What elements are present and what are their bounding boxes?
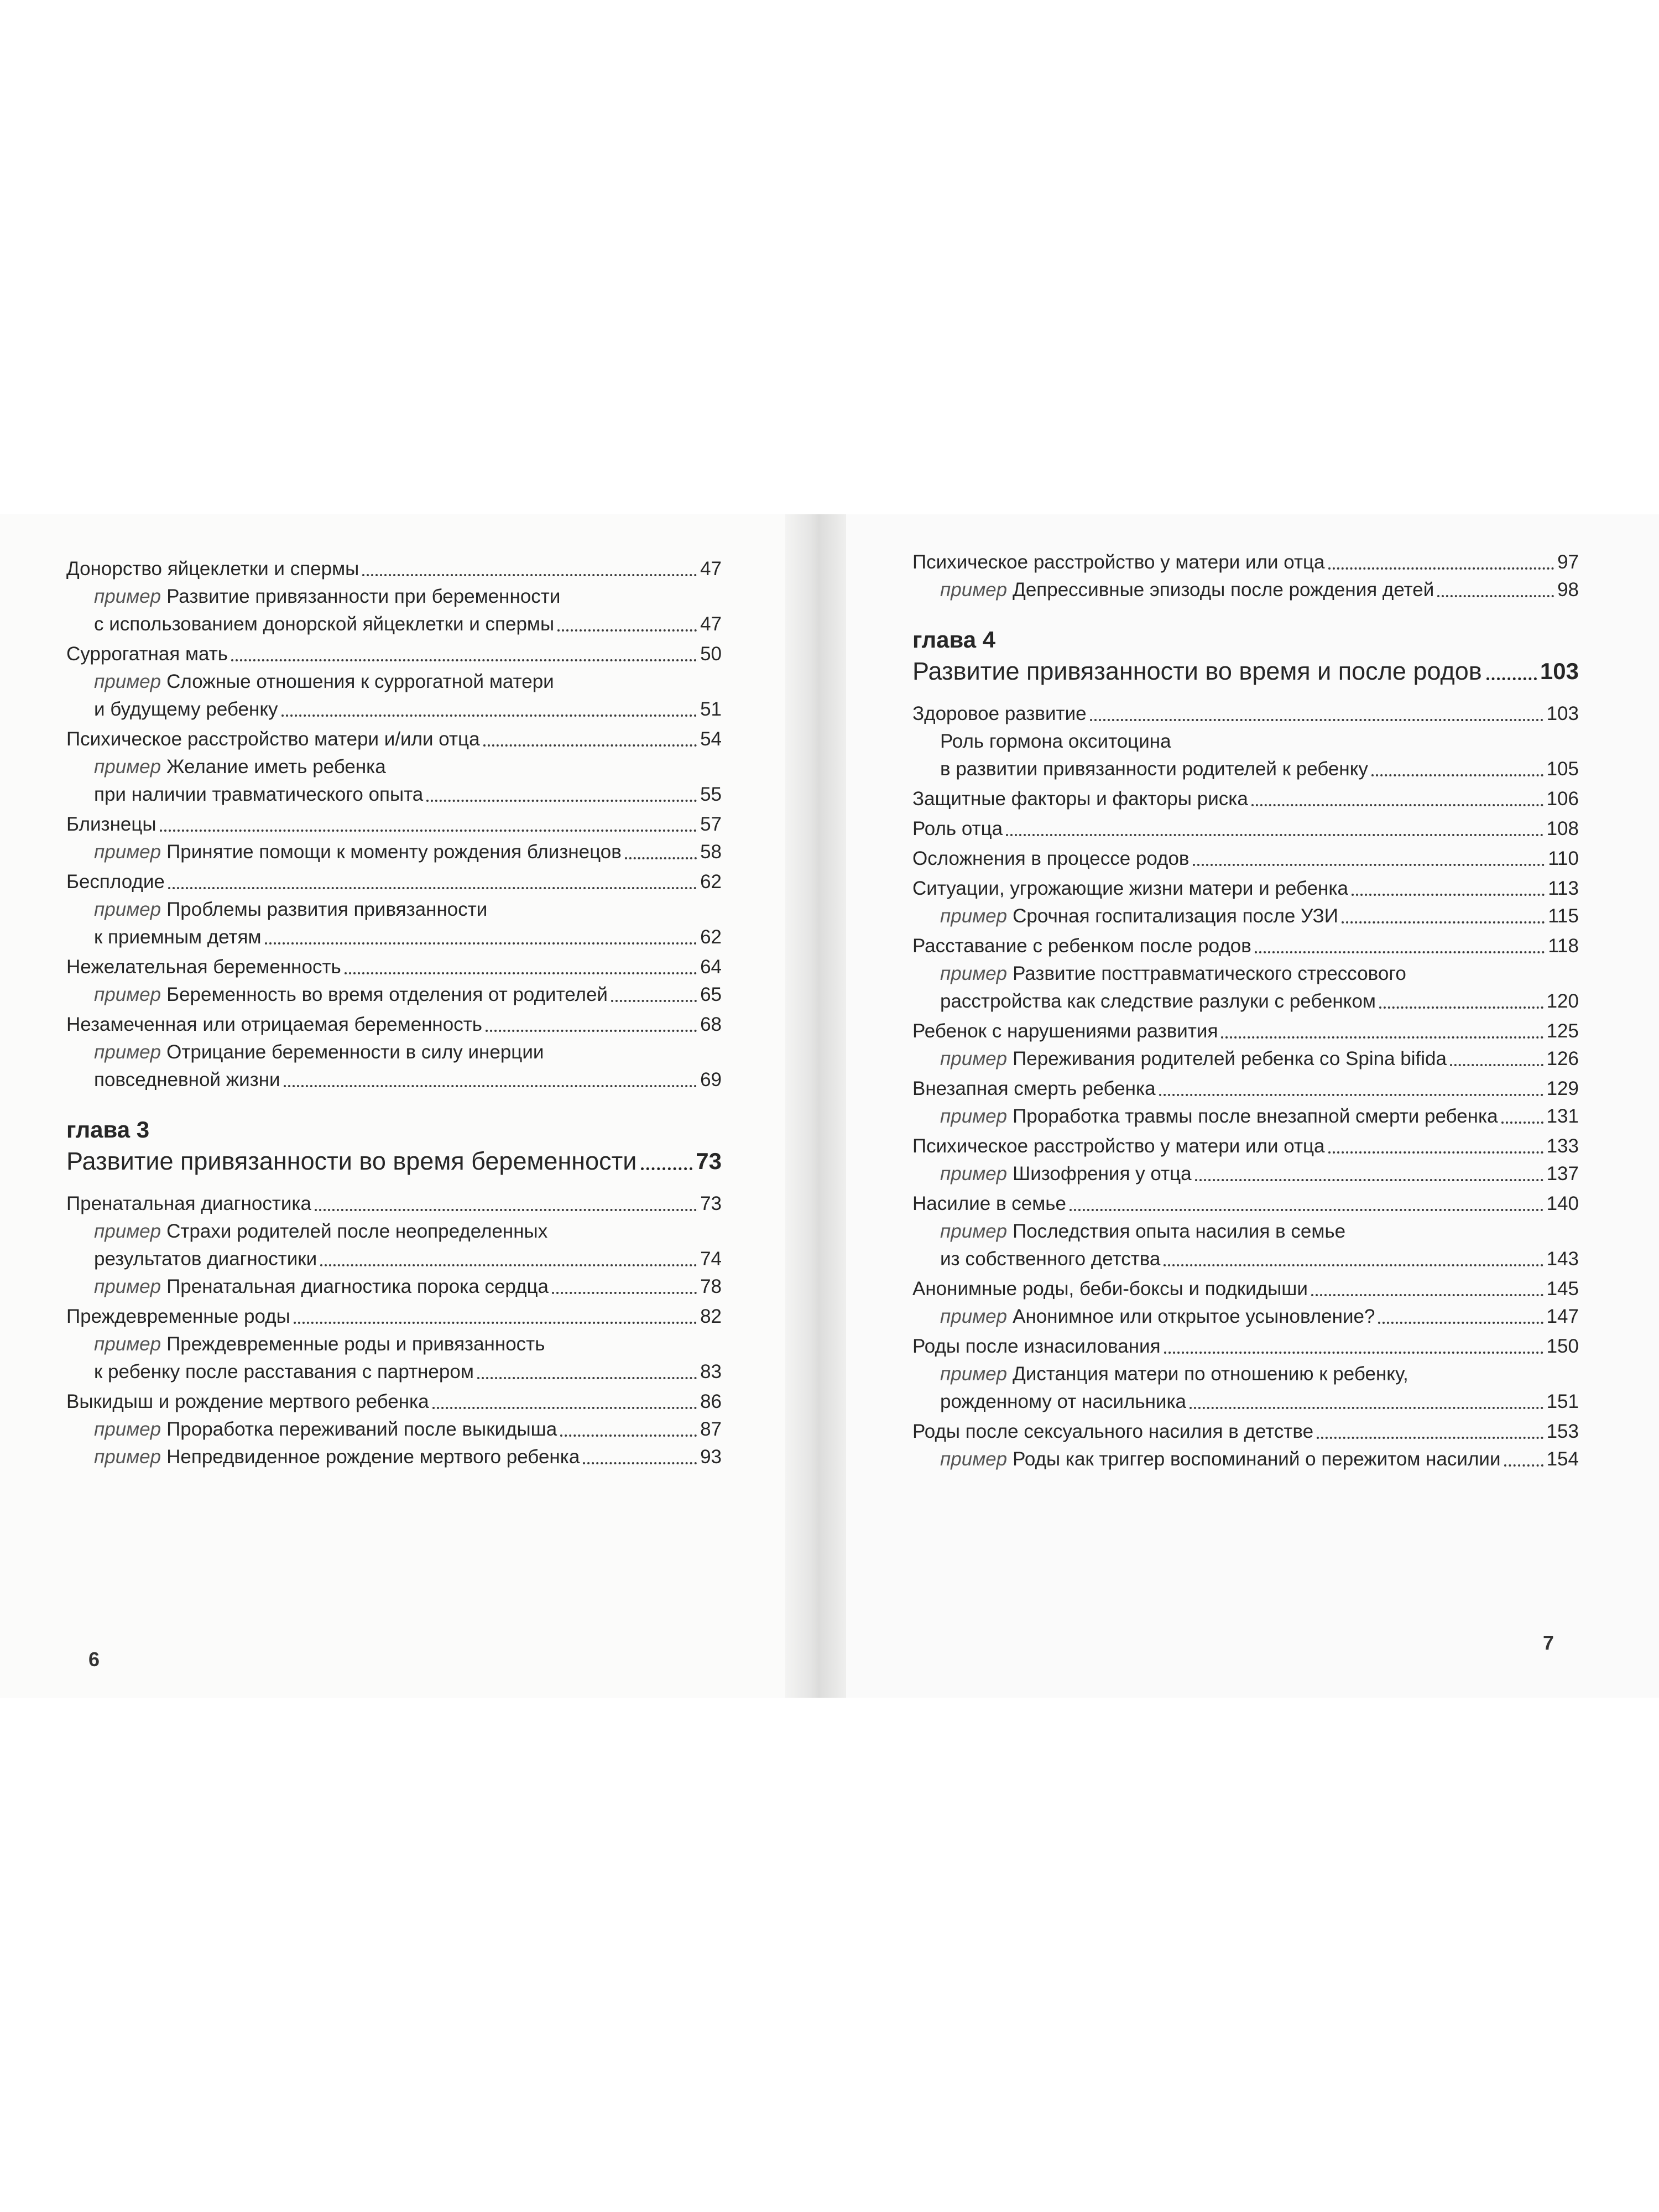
dot-leader xyxy=(1164,1264,1543,1266)
chapter-3-page: 73 xyxy=(696,1148,722,1174)
example-label: пример xyxy=(940,905,1008,927)
toc-entry[interactable] xyxy=(66,1303,722,1331)
toc-subentry[interactable] xyxy=(912,1103,1579,1130)
page-number: 153 xyxy=(1546,1421,1579,1442)
page-number: 51 xyxy=(700,698,722,720)
dot-leader xyxy=(611,1000,697,1002)
entry-title: Страхи родителей после неопределенных xyxy=(166,1220,548,1242)
toc-subentry[interactable] xyxy=(66,1218,722,1273)
page-number: 65 xyxy=(700,984,722,1005)
entry-title: Дистанция матери по отношению к ребенку, xyxy=(1013,1363,1408,1385)
dot-leader xyxy=(1006,834,1543,836)
page-number: 74 xyxy=(700,1248,722,1270)
toc-subentry[interactable] xyxy=(912,1360,1579,1416)
page-number: 55 xyxy=(700,784,722,805)
page-number: 47 xyxy=(700,613,722,635)
toc-entry[interactable] xyxy=(66,811,722,838)
book-gutter-shadow xyxy=(785,514,846,1698)
entry-title: Проблемы развития привязанности xyxy=(166,899,488,920)
toc-subentry[interactable] xyxy=(912,1160,1579,1188)
entry-title: Здоровое развитие xyxy=(912,703,1087,724)
entry-title-continued: при наличии травматического опыта xyxy=(94,784,424,805)
entry-title: Роды после сексуального насилия в детстве xyxy=(912,1421,1314,1442)
entry-title: Незамеченная или отрицаемая беременность xyxy=(66,1014,482,1035)
dot-leader xyxy=(1164,1352,1543,1354)
page-number: 47 xyxy=(700,558,722,580)
entry-title: Шизофрения у отца xyxy=(1013,1163,1192,1185)
entry-title-continued: с использованием донорской яйцеклетки и спермы xyxy=(94,613,555,635)
page-number: 93 xyxy=(700,1446,722,1468)
dot-leader xyxy=(1221,1036,1543,1039)
toc-entry[interactable] xyxy=(912,1133,1579,1160)
right-page-number: 7 xyxy=(1543,1631,1554,1654)
dot-leader xyxy=(1317,1437,1543,1439)
entry-title: Роды как триггер воспоминаний о пережитом насилии xyxy=(1013,1448,1501,1470)
example-label: пример xyxy=(94,586,161,607)
dot-leader xyxy=(1193,864,1545,866)
page-number: 69 xyxy=(700,1069,722,1091)
entry-title: Психическое расстройство матери и/или отца xyxy=(66,728,480,750)
entry-title: Анонимное или открытое усыновление? xyxy=(1013,1306,1375,1327)
toc-entry[interactable] xyxy=(912,845,1579,873)
page-number: 105 xyxy=(1546,758,1579,780)
page-number: 50 xyxy=(700,643,722,665)
example-label: пример xyxy=(940,1048,1008,1070)
entry-title-continued: результатов диагностики xyxy=(94,1248,317,1270)
page-number: 58 xyxy=(700,841,722,863)
dot-leader xyxy=(557,629,697,632)
page-number: 126 xyxy=(1546,1048,1579,1070)
entry-title: Психическое расстройство у матери или отца xyxy=(912,551,1325,573)
entry-title: Сложные отношения к суррогатной матери xyxy=(166,671,554,692)
page-number: 133 xyxy=(1546,1135,1579,1157)
dot-leader xyxy=(625,857,697,859)
toc-entry[interactable] xyxy=(912,1075,1579,1103)
entry-title: Беременность во время отделения от родителей xyxy=(166,984,608,1005)
toc-entry[interactable] xyxy=(912,785,1579,813)
entry-title: Донорство яйцеклетки и спермы xyxy=(66,558,359,580)
dot-leader xyxy=(552,1292,697,1294)
entry-title: Пренатальная диагностика порока сердца xyxy=(166,1276,549,1297)
dot-leader xyxy=(477,1377,697,1379)
toc-entry[interactable] xyxy=(912,1333,1579,1360)
toc-subentry[interactable] xyxy=(66,981,722,1009)
toc-entry[interactable] xyxy=(66,726,722,753)
page-number: 147 xyxy=(1546,1306,1579,1327)
chapter-4-label: глава 4 xyxy=(912,627,996,653)
entry-title: Ребенок с нарушениями развития xyxy=(912,1020,1218,1042)
example-label: пример xyxy=(94,1333,161,1355)
right-entries-top xyxy=(912,549,1579,604)
page-number: 140 xyxy=(1546,1193,1579,1214)
example-label: пример xyxy=(94,984,161,1005)
example-label: пример xyxy=(94,756,161,778)
toc-subentry[interactable] xyxy=(912,1218,1579,1273)
example-label: пример xyxy=(94,1276,161,1297)
example-label: пример xyxy=(940,963,1008,984)
entry-title-continued: расстройства как следствие разлуки с ребенком xyxy=(940,990,1376,1012)
page-number: 125 xyxy=(1546,1020,1579,1042)
entry-title: Выкидыш и рождение мертвого ребенка xyxy=(66,1391,429,1412)
example-label: пример xyxy=(940,579,1008,601)
chapter-4-title: Развитие привязанности во время и после родов xyxy=(912,657,1482,685)
dot-leader xyxy=(345,972,697,974)
toc-subentry[interactable] xyxy=(66,583,722,638)
toc-subentry[interactable] xyxy=(66,668,722,723)
dot-leader xyxy=(1379,1006,1543,1009)
toc-entry[interactable] xyxy=(912,1190,1579,1218)
entry-title: Насилие в семье xyxy=(912,1193,1067,1214)
page-number: 137 xyxy=(1546,1163,1579,1185)
dot-leader xyxy=(1311,1294,1543,1296)
entry-title: Проработка переживаний после выкидыша xyxy=(166,1418,557,1440)
page-number: 62 xyxy=(700,926,722,948)
dot-leader xyxy=(1504,1464,1543,1467)
right-toc xyxy=(912,546,1579,1473)
entry-title: Непредвиденное рождение мертвого ребенка xyxy=(166,1446,580,1468)
toc-subentry[interactable] xyxy=(66,1039,722,1094)
page-number: 98 xyxy=(1557,579,1579,601)
toc-entry[interactable] xyxy=(912,1418,1579,1446)
toc-entry[interactable] xyxy=(66,640,722,668)
dot-leader xyxy=(1450,1064,1543,1066)
page-number: 78 xyxy=(700,1276,722,1297)
page-number: 113 xyxy=(1548,878,1579,899)
dot-leader xyxy=(160,830,697,832)
toc-entry[interactable] xyxy=(912,932,1579,960)
entry-title: Нежелательная беременность xyxy=(66,956,341,978)
page-number: 143 xyxy=(1546,1248,1579,1270)
dot-leader xyxy=(168,887,697,889)
chapter-3-heading[interactable] xyxy=(66,1144,722,1179)
page-number: 118 xyxy=(1548,935,1579,957)
toc-subentry[interactable] xyxy=(66,753,722,808)
dot-leader xyxy=(426,800,697,802)
toc-subentry[interactable] xyxy=(912,902,1579,930)
entry-title-continued: в развитии привязанности родителей к ребенку xyxy=(940,758,1368,780)
toc-subentry[interactable] xyxy=(66,1416,722,1443)
dot-leader xyxy=(486,1030,697,1032)
toc-subentry[interactable] xyxy=(66,896,722,951)
entry-title: Близнецы xyxy=(66,813,156,835)
toc-entry[interactable] xyxy=(912,1018,1579,1045)
dot-leader xyxy=(265,942,697,945)
toc-entry[interactable] xyxy=(66,1388,722,1416)
entry-title: Осложнения в процессе родов xyxy=(912,848,1190,869)
toc-subentry[interactable] xyxy=(912,960,1579,1015)
page-number: 62 xyxy=(700,871,722,893)
entry-title: Отрицание беременности в силу инерции xyxy=(166,1041,544,1063)
example-label: пример xyxy=(940,1306,1008,1327)
chapter-4-page: 103 xyxy=(1540,658,1579,684)
page-number: 154 xyxy=(1546,1448,1579,1470)
toc-subentry[interactable] xyxy=(66,1331,722,1386)
entry-title-continued: повседневной жизни xyxy=(94,1069,280,1091)
dot-leader xyxy=(1090,719,1543,721)
dot-leader xyxy=(1190,1407,1543,1409)
entry-title: Депрессивные эпизоды после рождения детей xyxy=(1013,579,1434,601)
entry-title: Ситуации, угрожающие жизни матери и ребенка xyxy=(912,878,1348,899)
example-label: пример xyxy=(94,899,161,920)
dot-leader xyxy=(1437,595,1554,597)
example-label: пример xyxy=(940,1105,1008,1127)
toc-entry[interactable] xyxy=(66,868,722,896)
example-label: пример xyxy=(940,1163,1008,1185)
dot-leader xyxy=(641,1167,692,1170)
entry-title: Последствия опыта насилия в семье xyxy=(1013,1220,1346,1242)
entry-title: Преждевременные роды xyxy=(66,1306,290,1327)
dot-leader xyxy=(1378,1322,1543,1324)
page-number: 73 xyxy=(700,1193,722,1214)
entry-title: Психическое расстройство у матери или отца xyxy=(912,1135,1325,1157)
example-label: пример xyxy=(94,1041,161,1063)
left-page-number: 6 xyxy=(88,1648,100,1671)
toc-entry[interactable] xyxy=(66,1011,722,1039)
page-number: 120 xyxy=(1546,990,1579,1012)
toc-entry[interactable] xyxy=(66,555,722,583)
example-label: пример xyxy=(940,1363,1008,1385)
page-number: 86 xyxy=(700,1391,722,1412)
entry-title-continued: рожденному от насильника xyxy=(940,1391,1187,1412)
entry-title: Суррогатная мать xyxy=(66,643,228,665)
entry-title: Проработка травмы после внезапной смерти ребенка xyxy=(1013,1105,1498,1127)
entry-title-continued: к приемным детям xyxy=(94,926,262,948)
dot-leader xyxy=(362,574,697,576)
entry-title: Анонимные роды, беби-боксы и подкидыши xyxy=(912,1278,1308,1300)
toc-subentry[interactable] xyxy=(912,1045,1579,1073)
page-number: 110 xyxy=(1548,848,1579,869)
toc-entry[interactable] xyxy=(912,549,1579,576)
example-label: пример xyxy=(94,1446,161,1468)
dot-leader xyxy=(1342,921,1545,924)
entry-title: Внезапная смерть ребенка xyxy=(912,1078,1156,1099)
example-label: пример xyxy=(94,1418,161,1440)
dot-leader xyxy=(1352,894,1545,896)
chapter-3-label: глава 3 xyxy=(66,1117,150,1142)
toc-entry[interactable] xyxy=(66,1190,722,1218)
example-label: пример xyxy=(940,1220,1008,1242)
entry-title-continued: к ребенку после расставания с партнером xyxy=(94,1361,474,1383)
page-number: 145 xyxy=(1546,1278,1579,1300)
toc-entry[interactable] xyxy=(912,875,1579,902)
entry-title: Роды после изнасилования xyxy=(912,1335,1161,1357)
dot-leader xyxy=(1195,1179,1543,1181)
page-number: 57 xyxy=(700,813,722,835)
left-entries-top xyxy=(66,555,722,1094)
page-number: 108 xyxy=(1546,818,1579,839)
example-label: пример xyxy=(940,1448,1008,1470)
dot-leader xyxy=(1255,951,1545,953)
page-number: 87 xyxy=(700,1418,722,1440)
dot-leader xyxy=(281,714,697,717)
toc-entry[interactable] xyxy=(66,953,722,981)
toc-entry[interactable] xyxy=(912,1275,1579,1303)
page-number: 97 xyxy=(1557,551,1579,573)
entry-title: Срочная госпитализация после УЗИ xyxy=(1013,905,1338,927)
page-number: 150 xyxy=(1546,1335,1579,1357)
dot-leader xyxy=(1328,567,1554,570)
example-label: пример xyxy=(94,841,161,863)
dot-leader xyxy=(1070,1209,1543,1211)
entry-title: Принятие помощи к моменту рождения близнецов xyxy=(166,841,622,863)
toc-entry[interactable] xyxy=(912,815,1579,843)
dot-leader xyxy=(1501,1121,1543,1124)
dot-leader xyxy=(1159,1094,1543,1096)
entry-title: Расставание с ребенком после родов xyxy=(912,935,1251,957)
page-number: 83 xyxy=(700,1361,722,1383)
toc-subentry[interactable] xyxy=(912,728,1579,783)
toc-subentry[interactable] xyxy=(66,1443,722,1471)
entry-title: Роль гормона окситоцина xyxy=(940,731,1171,752)
page-number: 129 xyxy=(1546,1078,1579,1099)
entry-title-continued: из собственного детства xyxy=(940,1248,1161,1270)
page-number: 131 xyxy=(1546,1105,1579,1127)
page-number: 82 xyxy=(700,1306,722,1327)
page-number: 64 xyxy=(700,956,722,978)
page-number: 54 xyxy=(700,728,722,750)
entry-title-continued: и будущему ребенку xyxy=(94,698,278,720)
dot-leader xyxy=(294,1322,697,1324)
page-number: 103 xyxy=(1546,703,1579,724)
left-toc xyxy=(66,553,722,1471)
dot-leader xyxy=(583,1462,697,1464)
chapter-4-heading[interactable] xyxy=(912,654,1579,689)
entry-title: Переживания родителей ребенка со Spina bifida xyxy=(1013,1048,1447,1070)
page-number: 151 xyxy=(1546,1391,1579,1412)
entry-title: Развитие посттравматического стрессового xyxy=(1013,963,1406,984)
entry-title: Роль отца xyxy=(912,818,1003,839)
dot-leader xyxy=(1251,804,1543,806)
dot-leader xyxy=(1328,1151,1543,1154)
page-number: 115 xyxy=(1548,905,1579,927)
toc-subentry[interactable] xyxy=(66,838,722,866)
dot-leader xyxy=(284,1085,697,1087)
toc-subentry[interactable] xyxy=(912,1303,1579,1331)
dot-leader xyxy=(1486,677,1537,680)
dot-leader xyxy=(231,659,697,661)
example-label: пример xyxy=(94,671,161,692)
toc-subentry[interactable] xyxy=(912,1446,1579,1473)
entry-title: Защитные факторы и факторы риска xyxy=(912,788,1248,810)
entry-title: Преждевременные роды и привязанность xyxy=(166,1333,545,1355)
toc-subentry[interactable] xyxy=(912,576,1579,604)
dot-leader xyxy=(432,1407,697,1409)
page-number: 106 xyxy=(1546,788,1579,810)
left-entries-bottom xyxy=(66,1190,722,1471)
dot-leader xyxy=(483,744,697,747)
example-label: пример xyxy=(94,1220,161,1242)
entry-title: Развитие привязанности при беременности xyxy=(166,586,561,607)
right-entries-bottom xyxy=(912,700,1579,1473)
page-number: 68 xyxy=(700,1014,722,1035)
dot-leader xyxy=(320,1264,697,1266)
dot-leader xyxy=(1371,774,1543,776)
entry-title: Желание иметь ребенка xyxy=(166,756,386,778)
entry-title: Пренатальная диагностика xyxy=(66,1193,311,1214)
chapter-3-title: Развитие привязанности во время беременности xyxy=(66,1147,637,1175)
toc-entry[interactable] xyxy=(912,700,1579,728)
toc-subentry[interactable] xyxy=(66,1273,722,1301)
dot-leader xyxy=(315,1209,697,1211)
dot-leader xyxy=(560,1434,697,1437)
entry-title: Бесплодие xyxy=(66,871,165,893)
